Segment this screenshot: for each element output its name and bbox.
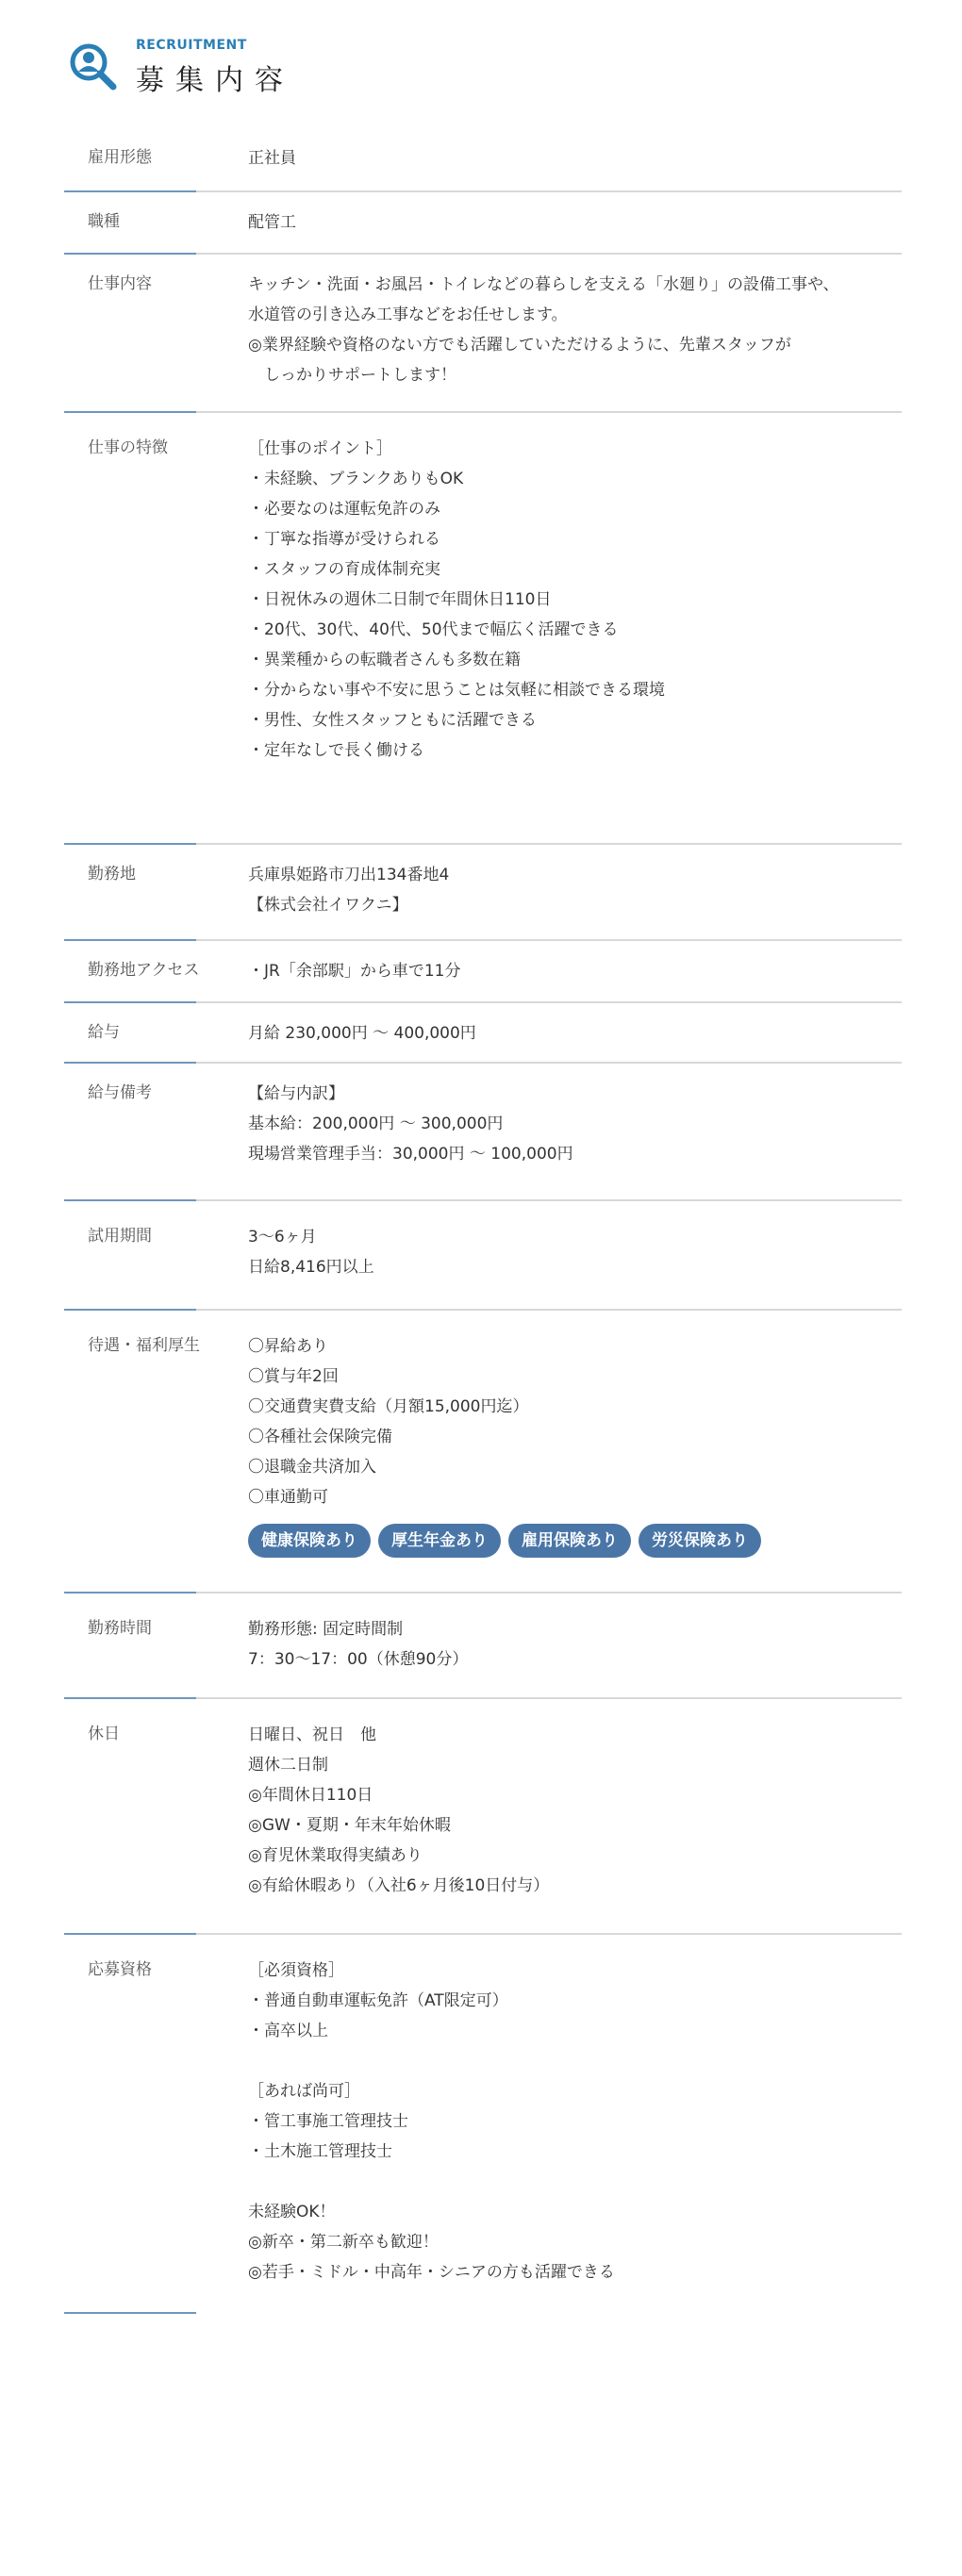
section-subtitle: RECRUITMENT bbox=[136, 38, 247, 53]
value-line: 〇昇給あり bbox=[248, 1337, 328, 1356]
value-line: ◎有給休暇あり（入社6ヶ月後10日付与） bbox=[248, 1876, 550, 1895]
value-line: キッチン・洗面・お風呂・トイレなどの暮らしを支える「水廻り」の設備工事や、 bbox=[248, 275, 839, 294]
value-line: ・スタッフの育成体制充実 bbox=[248, 560, 440, 579]
row-salary bbox=[64, 1003, 902, 1064]
value-line: ・異業種からの転職者さんも多数在籍 bbox=[248, 651, 521, 669]
row-label: 試用期間 bbox=[88, 1227, 152, 1246]
value-line: ◎新卒・第二新卒も歓迎！ bbox=[248, 2233, 439, 2252]
value-line: ・JR「余部駅」から車で11分 bbox=[248, 962, 461, 981]
row-label: 待遇・福利厚生 bbox=[88, 1336, 200, 1355]
row-job-type bbox=[64, 192, 902, 255]
value-line: 週休二日制 bbox=[248, 1756, 328, 1775]
value-line: ・男性、女性スタッフともに活躍できる bbox=[248, 711, 537, 730]
value-line: 正社員 bbox=[248, 149, 296, 168]
row-value bbox=[248, 255, 902, 411]
row-value bbox=[248, 1201, 902, 1309]
value-line: 〇賞与年2回 bbox=[248, 1367, 339, 1386]
value-line: ◎業界経験や資格のない方でも活躍していただけるように、先輩スタッフが bbox=[248, 336, 791, 355]
value-line: ・土木施工管理技士 bbox=[248, 2142, 392, 2161]
value-line: 【給与内訳】 bbox=[248, 1084, 344, 1103]
value-line: ・高卒以上 bbox=[248, 2022, 328, 2040]
value-line: ・日祝休みの週休二日制で年間休日110日 bbox=[248, 590, 552, 609]
value-line: しっかりサポートします！ bbox=[248, 366, 456, 385]
row-value bbox=[248, 1064, 902, 1199]
section-title: 募集内容 bbox=[136, 64, 294, 97]
row-value bbox=[248, 1311, 902, 1592]
row-value bbox=[248, 941, 902, 1001]
row-value bbox=[248, 1935, 902, 2312]
row-label: 勤務時間 bbox=[88, 1619, 152, 1638]
value-line: 〇交通費実費支給（月額15,000円迄） bbox=[248, 1397, 529, 1416]
row-label: 雇用形態 bbox=[88, 148, 152, 167]
row-label: 応募資格 bbox=[88, 1960, 152, 1979]
row-salary-notes bbox=[64, 1064, 902, 1201]
row-label: 職種 bbox=[88, 212, 120, 231]
value-line: ［あれば尚可］ bbox=[248, 2082, 360, 2101]
row-label: 給与備考 bbox=[88, 1083, 152, 1102]
row-job-description bbox=[64, 255, 902, 413]
badge-employment-insurance: 雇用保険あり bbox=[508, 1524, 631, 1558]
value-line: ・未経験、ブランクありもOK bbox=[248, 470, 464, 488]
value-line: 基本給：200,000円 〜 300,000円 bbox=[248, 1115, 504, 1133]
row-label: 仕事内容 bbox=[88, 274, 152, 293]
value-line: ［仕事のポイント］ bbox=[248, 439, 392, 458]
blank-line bbox=[248, 2167, 902, 2197]
row-employment-type bbox=[64, 128, 902, 192]
value-line: 〇各種社会保険完備 bbox=[248, 1428, 392, 1446]
value-line: ・必要なのは運転免許のみ bbox=[248, 500, 440, 519]
search-person-icon bbox=[68, 41, 119, 92]
value-line: ◎年間休日110日 bbox=[248, 1786, 373, 1805]
row-value bbox=[248, 1003, 902, 1062]
job-details-table bbox=[64, 128, 902, 2312]
value-line: ・定年なしで長く働ける bbox=[248, 741, 424, 760]
value-line: 兵庫県姫路市刀出134番地4 bbox=[248, 866, 450, 884]
row-value bbox=[248, 192, 902, 253]
value-line: 未経験OK！ bbox=[248, 2203, 336, 2221]
value-line: ・丁寧な指導が受けられる bbox=[248, 530, 440, 549]
value-line: ［必須資格］ bbox=[248, 1961, 344, 1980]
badge-pension: 厚生年金あり bbox=[378, 1524, 501, 1558]
value-line: 配管工 bbox=[248, 213, 296, 232]
row-label: 休日 bbox=[88, 1725, 120, 1743]
row-job-features bbox=[64, 413, 902, 845]
row-value bbox=[248, 1699, 902, 1933]
row-requirements bbox=[64, 1935, 902, 2312]
value-line: 〇車通勤可 bbox=[248, 1488, 328, 1507]
value-line: ・20代、30代、40代、50代まで幅広く活躍できる bbox=[248, 620, 619, 639]
row-label: 勤務地 bbox=[88, 865, 136, 883]
value-line: ◎GW・夏期・年末年始休暇 bbox=[248, 1816, 451, 1835]
row-value bbox=[248, 413, 902, 843]
row-trial-period bbox=[64, 1201, 902, 1311]
row-label: 勤務地アクセス bbox=[88, 961, 200, 980]
row-value bbox=[248, 845, 902, 939]
value-line: 日曜日、祝日 他 bbox=[248, 1726, 376, 1744]
row-work-location bbox=[64, 845, 902, 941]
row-label: 仕事の特徴 bbox=[88, 438, 168, 457]
row-holidays bbox=[64, 1699, 902, 1935]
value-line: ・分からない事や不安に思うことは気軽に相談できる環境 bbox=[248, 681, 665, 700]
value-line: 〇退職金共済加入 bbox=[248, 1458, 376, 1477]
value-line: 水道管の引き込み工事などをお任せします。 bbox=[248, 305, 568, 324]
row-value bbox=[248, 128, 902, 190]
row-value bbox=[248, 1593, 902, 1697]
value-line: ・普通自動車運転免許（AT限定可） bbox=[248, 1991, 508, 2010]
row-working-hours bbox=[64, 1593, 902, 1699]
value-line: ◎若手・ミドル・中高年・シニアの方も活躍できる bbox=[248, 2263, 615, 2282]
badge-health-insurance: 健康保険あり bbox=[248, 1524, 371, 1558]
row-access bbox=[64, 941, 902, 1003]
badge-workers-comp: 労災保険あり bbox=[639, 1524, 761, 1558]
value-line: 現場営業管理手当：30,000円 〜 100,000円 bbox=[248, 1145, 573, 1164]
blank-line bbox=[248, 2046, 902, 2076]
value-line: 3〜6ヶ月 bbox=[248, 1228, 317, 1247]
value-line: 【株式会社イワクニ】 bbox=[248, 896, 408, 915]
value-line: 勤務形態: 固定時間制 bbox=[248, 1620, 404, 1639]
insurance-badges bbox=[248, 1524, 902, 1558]
value-line: ・管工事施工管理技士 bbox=[248, 2112, 408, 2131]
value-line: 日給8,416円以上 bbox=[248, 1258, 374, 1277]
value-line: ◎育児休業取得実績あり bbox=[248, 1846, 423, 1865]
row-label: 給与 bbox=[88, 1023, 120, 1042]
value-line: 7：30〜17：00（休憩90分） bbox=[248, 1650, 469, 1669]
row-benefits bbox=[64, 1311, 902, 1593]
value-line: 月給 230,000円 〜 400,000円 bbox=[248, 1024, 476, 1043]
